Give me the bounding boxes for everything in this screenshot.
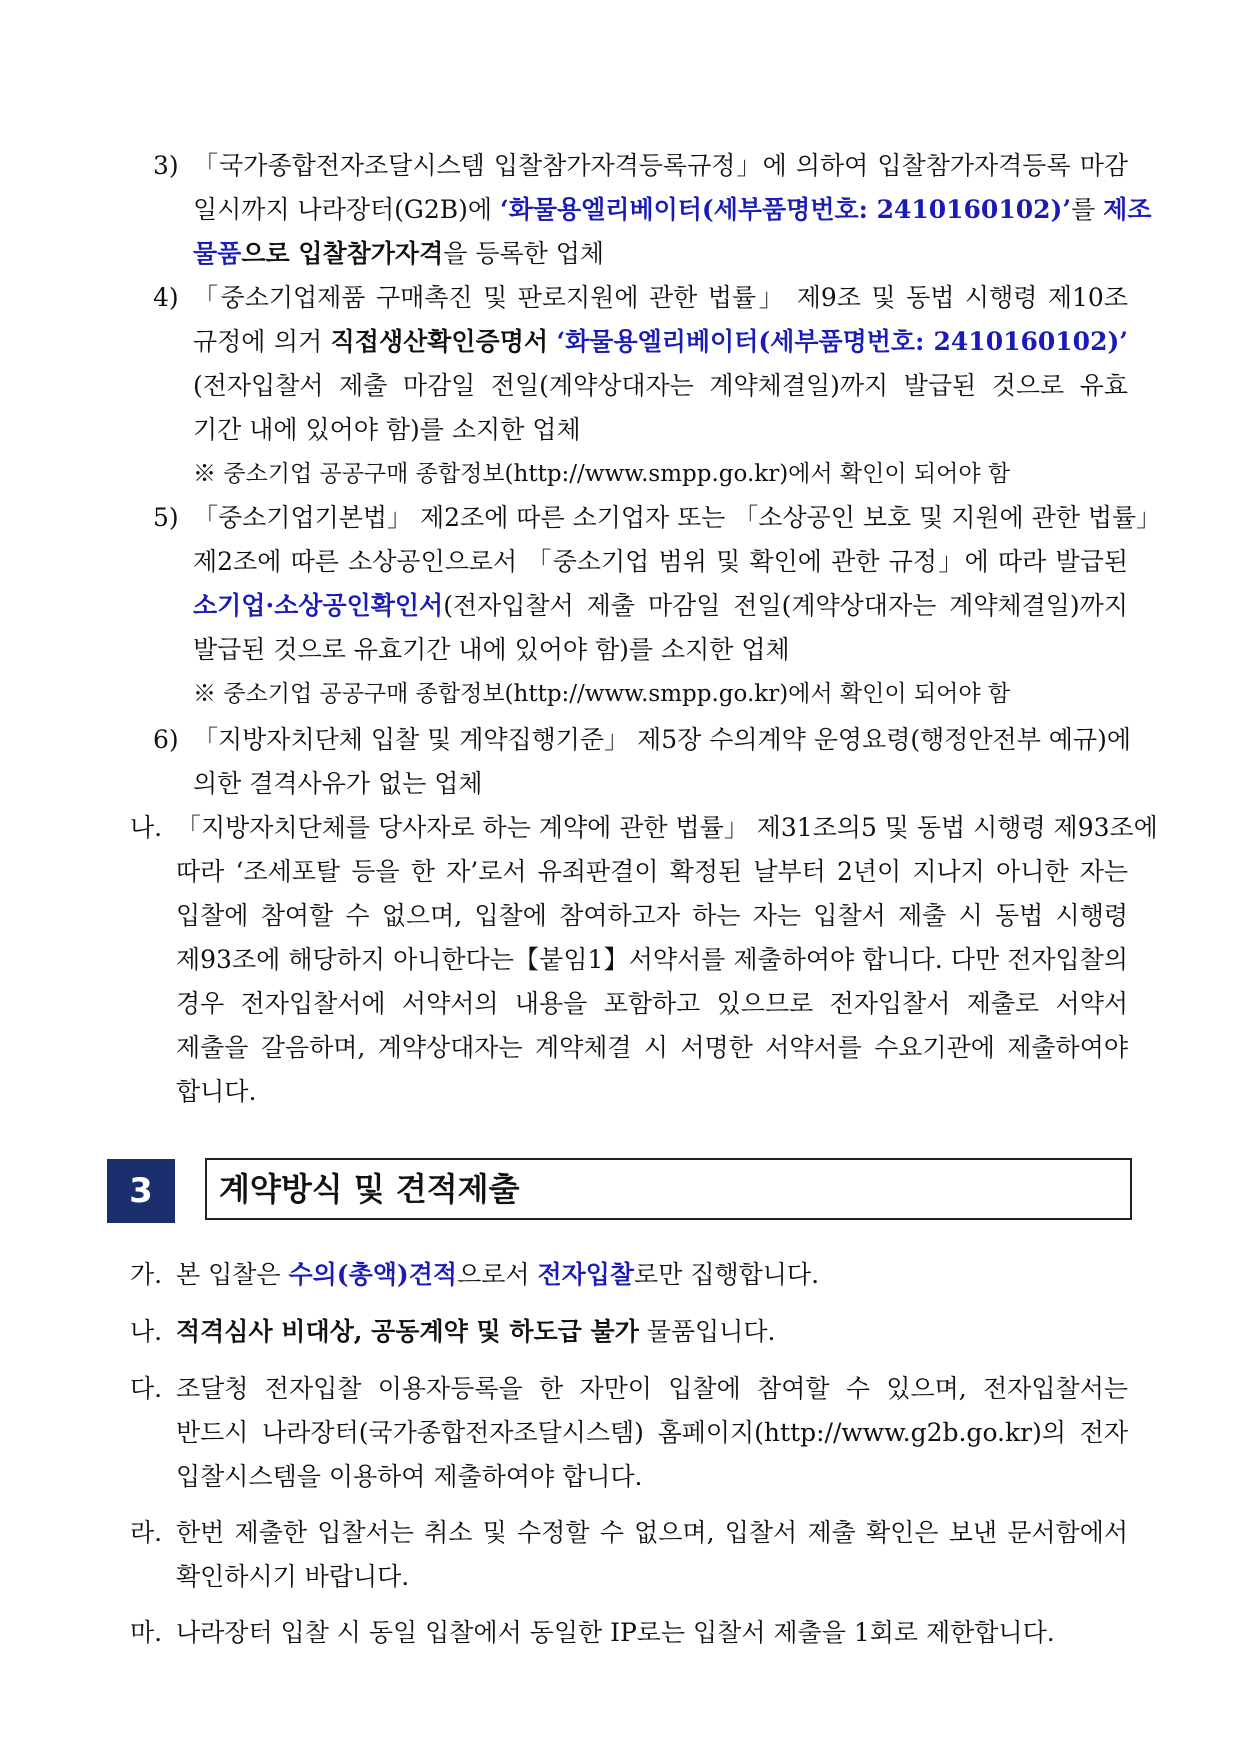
text-line: 발급된 것으로 유효기간 내에 있어야 함)를 소지한 업체 [193,635,790,664]
list-item-da [176,1367,1128,1499]
text-line: 의한 결격사유가 없는 업체 [193,769,483,798]
text-line: 「중소기업제품 구매촉진 및 판로지원에 관한 법률」 제9조 및 동법 시행령 제10조 [193,283,1128,312]
list-item-na [176,806,1158,1114]
list-item-ma [176,1611,1128,1655]
text-line: 규정에 의거 직접생산확인증명서 ‘화물용엘리베이터(세부품명번호: 2410160102)’ [193,327,1128,356]
list-item-3 [193,144,1152,276]
text-line: 적격심사 비대상, 공동계약 및 하도급 불가 물품입니다. [176,1317,776,1346]
list-number: 5) [153,503,179,532]
text-line: 일시까지 나라장터(G2B)에 ‘화물용엘리베이터(세부품명번호: 2410160102)’를 제조 [193,195,1152,224]
list-item-4 [193,276,1128,496]
text-line: 한번 제출한 입찰서는 취소 및 수정할 수 없으며, 입찰서 제출 확인은 보낸 문서함에서 [176,1518,1128,1547]
text-line: 본 입찰은 수의(총액)견적으로서 전자입찰로만 집행합니다. [176,1260,820,1289]
text-line: 제출을 갈음하며, 계약상대자는 계약체결 시 서명한 서약서를 수요기관에 제출하여야 [176,1033,1128,1062]
note-line: ※ 중소기업 공공구매 종합정보(http://www.smpp.go.kr)에서 확인이 되어야 함 [193,681,1011,707]
list-number: 6) [153,725,179,754]
list-number: 3) [153,151,179,180]
list-number: 나. [130,1317,163,1346]
list-item-na-2 [176,1310,1128,1354]
text-line: 조달청 전자입찰 이용자등록을 한 자만이 입찰에 참여할 수 있으며, 전자입찰서는 [176,1374,1128,1403]
list-number: 나. [130,813,163,842]
text-line: 나라장터 입찰 시 동일 입찰에서 동일한 IP로는 입찰서 제출을 1회로 제한합니다. [176,1618,1055,1647]
text-line: 확인하시기 바랍니다. [176,1562,410,1591]
note-line: ※ 중소기업 공공구매 종합정보(http://www.smpp.go.kr)에서 확인이 되어야 함 [193,461,1011,487]
text-line: 입찰에 참여할 수 없으며, 입찰에 참여하고자 하는 자는 입찰서 제출 시 동법 시행령 [176,901,1128,930]
list-number: 라. [130,1518,163,1547]
list-number: 가. [130,1260,163,1289]
text-line: 「지방자치단체 입찰 및 계약집행기준」 제5장 수의계약 운영요령(행정안전부 예규)에 [193,725,1131,754]
text-line: 제93조에 해당하지 아니한다는【붙임1】서약서를 제출하여야 합니다. 다만 전자입찰의 [176,945,1128,974]
text-line: 기간 내에 있어야 함)를 소지한 업체 [193,415,581,444]
list-number: 다. [130,1374,163,1403]
list-number: 마. [130,1618,163,1647]
list-item-ga [176,1253,1128,1297]
text-line: 「지방자치단체를 당사자로 하는 계약에 관한 법률」 제31조의5 및 동법 시행령 제93조에 [176,813,1158,842]
text-line: 제2조에 따른 소상공인으로서 「중소기업 범위 및 확인에 관한 규정」에 따라 발급된 [193,547,1128,576]
text-line: 「국가종합전자조달시스템 입찰참가자격등록규정」에 의하여 입찰참가자격등록 마감 [193,151,1128,180]
text-line: 반드시 나라장터(국가종합전자조달시스템) 홈페이지(http://www.g2b.go.kr)의 전자 [176,1418,1128,1447]
text-line: 「중소기업기본법」 제2조에 따른 소기업자 또는 「소상공인 보호 및 지원에 관한 법률」 [193,503,1162,532]
text-line: 물품으로 입찰참가자격을 등록한 업체 [193,239,605,268]
text-line: 합니다. [176,1077,257,1106]
text-line: 소기업·소상공인확인서(전자입찰서 제출 마감일 전일(계약상대자는 계약체결일)까지 [193,591,1128,620]
text-line: 경우 전자입찰서에 서약서의 내용을 포함하고 있으므로 전자입찰서 제출로 서약서 [176,989,1128,1018]
text-line: 따라 ‘조세포탈 등을 한 자’로서 유죄판결이 확정된 날부터 2년이 지나지 아니한 자는 [176,857,1128,886]
list-item-ra [176,1511,1128,1599]
list-item-6 [193,718,1131,806]
section-title: 계약방식 및 견적제출 [205,1158,1132,1220]
list-item-5 [193,496,1162,716]
section-number-badge: 3 [107,1159,175,1223]
text-line: 입찰시스템을 이용하여 제출하여야 합니다. [176,1462,643,1491]
list-number: 4) [153,283,179,312]
text-line: (전자입찰서 제출 마감일 전일(계약상대자는 계약체결일)까지 발급된 것으로 유효 [193,371,1128,400]
